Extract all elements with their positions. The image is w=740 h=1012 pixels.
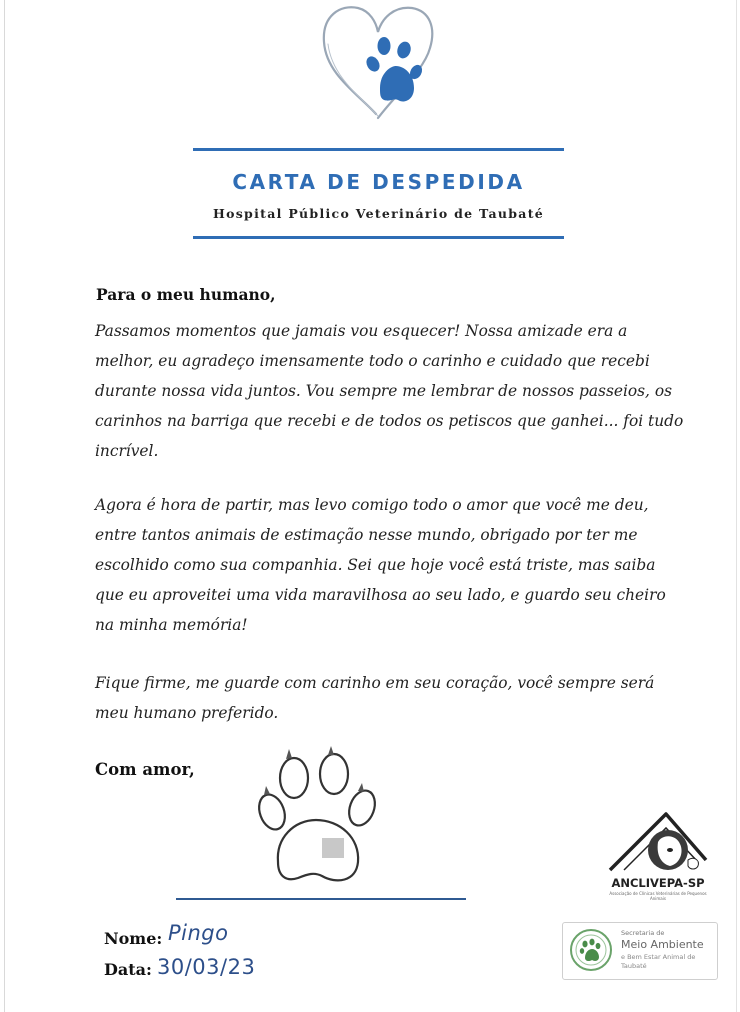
salutation: Para o meu humano, (96, 285, 276, 304)
paper-edge-right (736, 0, 737, 1012)
pet-name-value: Pingo (168, 921, 229, 945)
letter-paragraph-1: Passamos momentos que jamais vou esquecer! Nossa amizade era a melhor, eu agradeço imensamente todo o carinho e cuidado que recebi durante nossa vida juntos. Vou sempre me lembrar de nossos passeios, os carinhos na barriga que recebi e de todos os petiscos que ganhei... foi tudo incrível. (95, 322, 684, 460)
anclivepa-description: Associação de Clínicas Veterinárias de Pequenos Animais (609, 891, 707, 901)
date-label: Data: (104, 960, 152, 979)
signature-line (176, 898, 466, 900)
header-rule-bottom (193, 236, 564, 239)
closing: Com amor, (95, 760, 195, 779)
paw-print-icon (252, 746, 382, 888)
hospital-name: Hospital Público Veterinário de Taubaté (212, 206, 545, 221)
paw-seal-icon (569, 928, 613, 972)
env-secretariat-name: Meio Ambiente (621, 938, 704, 951)
environment-secretariat-badge (562, 922, 718, 980)
header-rule-top (193, 148, 564, 151)
name-label: Nome: (104, 929, 163, 948)
env-secretariat-subtitle: e Bem Estar Animal de Taubaté (621, 953, 696, 970)
date-value: 30/03/23 (157, 955, 256, 979)
letter-title: CARTA DE DESPEDIDA (232, 170, 525, 194)
letter-paragraph-3: Fique firme, me guarde com carinho em seu coração, você sempre será meu humano preferido. (95, 674, 655, 722)
paper-edge-left (4, 0, 5, 1012)
heart-paw-icon (318, 2, 438, 126)
anclivepa-name: ANCLIVEPA-SP (611, 876, 705, 890)
letter-paragraph-2: Agora é hora de partir, mas levo comigo todo o amor que você me deu, entre tantos animais de estimação nesse mundo, obrigado por ter me escolhido como sua companhia. Sei que hoje você está triste, mas saiba que eu aproveitei uma vida maravilhosa ao seu lado, e guardo seu cheiro na minha memória! (95, 496, 666, 634)
env-secretariat-label: Secretaria de (621, 929, 665, 937)
